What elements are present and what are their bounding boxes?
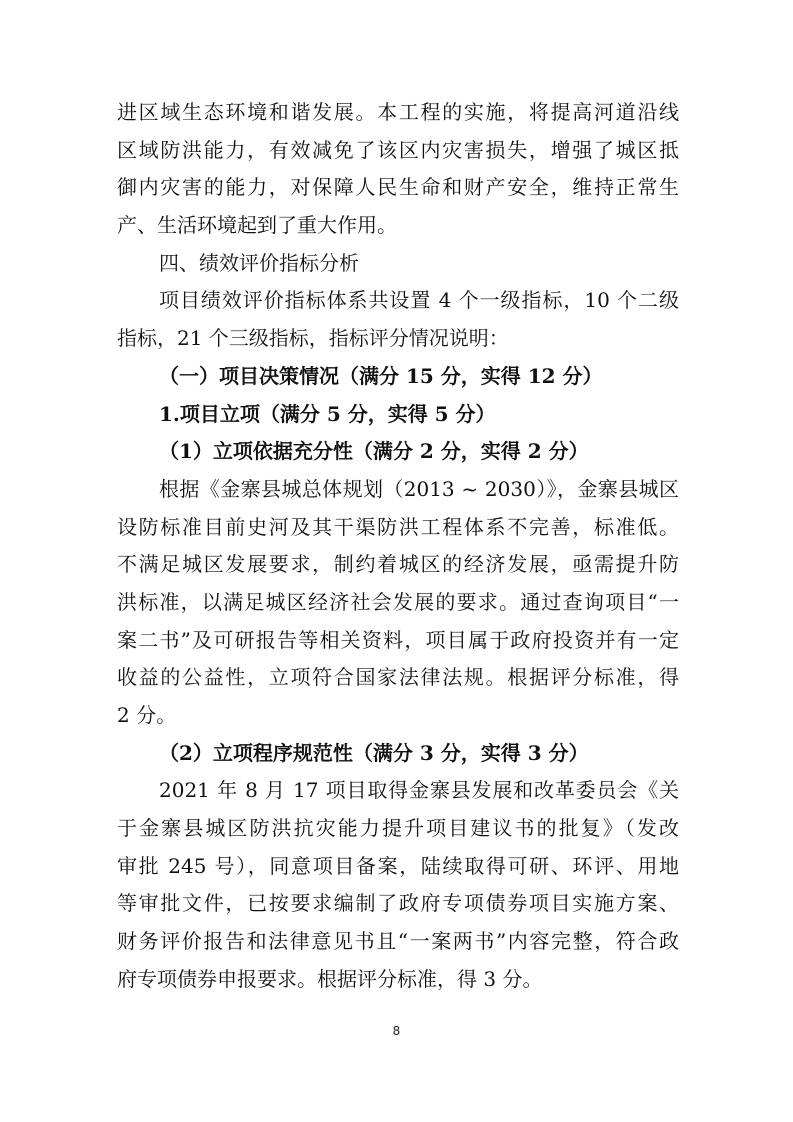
text-line: 府专项债券申报要求。根据评分标准，得 3 分。 [117,966,543,991]
section-intro [117,282,679,357]
text-line: 根据《金寨县城总体规划（2013 ~ 2030）》，金寨县城区 [159,476,679,501]
text-line: 设防标准目前史河及其干渠防洪工程体系不完善，标准低。 [117,514,679,539]
text-line: 产、生活环境起到了重大作用。 [117,213,397,238]
text-line: 不满足城区发展要求，制约着城区的经济发展，亟需提升防 [117,552,679,577]
item2-paragraph [117,772,679,998]
text-line: 项目绩效评价指标体系共设置 4 个一级指标，10 个二级 [159,288,679,313]
text-line: 进区域生态环境和谐发展。本工程的实施，将提高河道沿线 [117,100,679,124]
text-line: 等审批文件，已按要求编制了政府专项债券项目实施方案、 [117,891,679,916]
text-line: 于金寨县城区防洪抗灾能力提升项目建议书的批复》（发改 [117,816,679,841]
text-line: 区域防洪能力，有效减免了该区内灾害损失，增强了城区抵 [117,137,679,162]
paragraph-continuation [117,94,679,245]
text-line: 审批 245 号），同意项目备案，陆续取得可研、环评、用地 [117,853,679,878]
text-line: 2021 年 8 月 17 项目取得金寨县发展和改革委员会《关 [159,778,679,803]
item-heading: （2）立项程序规范性（满分 3 分，实得 3 分） [159,740,589,765]
item1-paragraph [117,471,679,735]
text-line: 案二书”及可研报告等相关资料，项目属于政府投资并有一定 [117,627,679,652]
text-line: 洪标准，以满足城区经济社会发展的要求。通过查询项目“一 [117,589,679,614]
subsection-heading: （一）项目决策情况（满分 15 分，实得 12 分） [159,363,603,388]
text-line: 收益的公益性，立项符合国家法律法规。根据评分标准，得 [117,665,679,690]
text-line: 御内灾害的能力，对保障人民生命和财产安全，维持正常生 [117,175,679,200]
section-heading: 四、绩效评价指标分析 [159,250,359,275]
text-line: 2 分。 [117,703,177,727]
text-line: 财务评价报告和法律意见书且“一案两书”内容完整，符合政 [117,929,679,954]
document-body [117,94,679,999]
item-heading: （1）立项依据充分性（满分 2 分，实得 2 分） [159,439,589,464]
text-line: 指标，21 个三级指标，指标评分情况说明： [117,326,509,351]
subsubsection-heading: 1.项目立项（满分 5 分，实得 5 分） [159,401,496,426]
page-number: 8 [392,1024,401,1038]
